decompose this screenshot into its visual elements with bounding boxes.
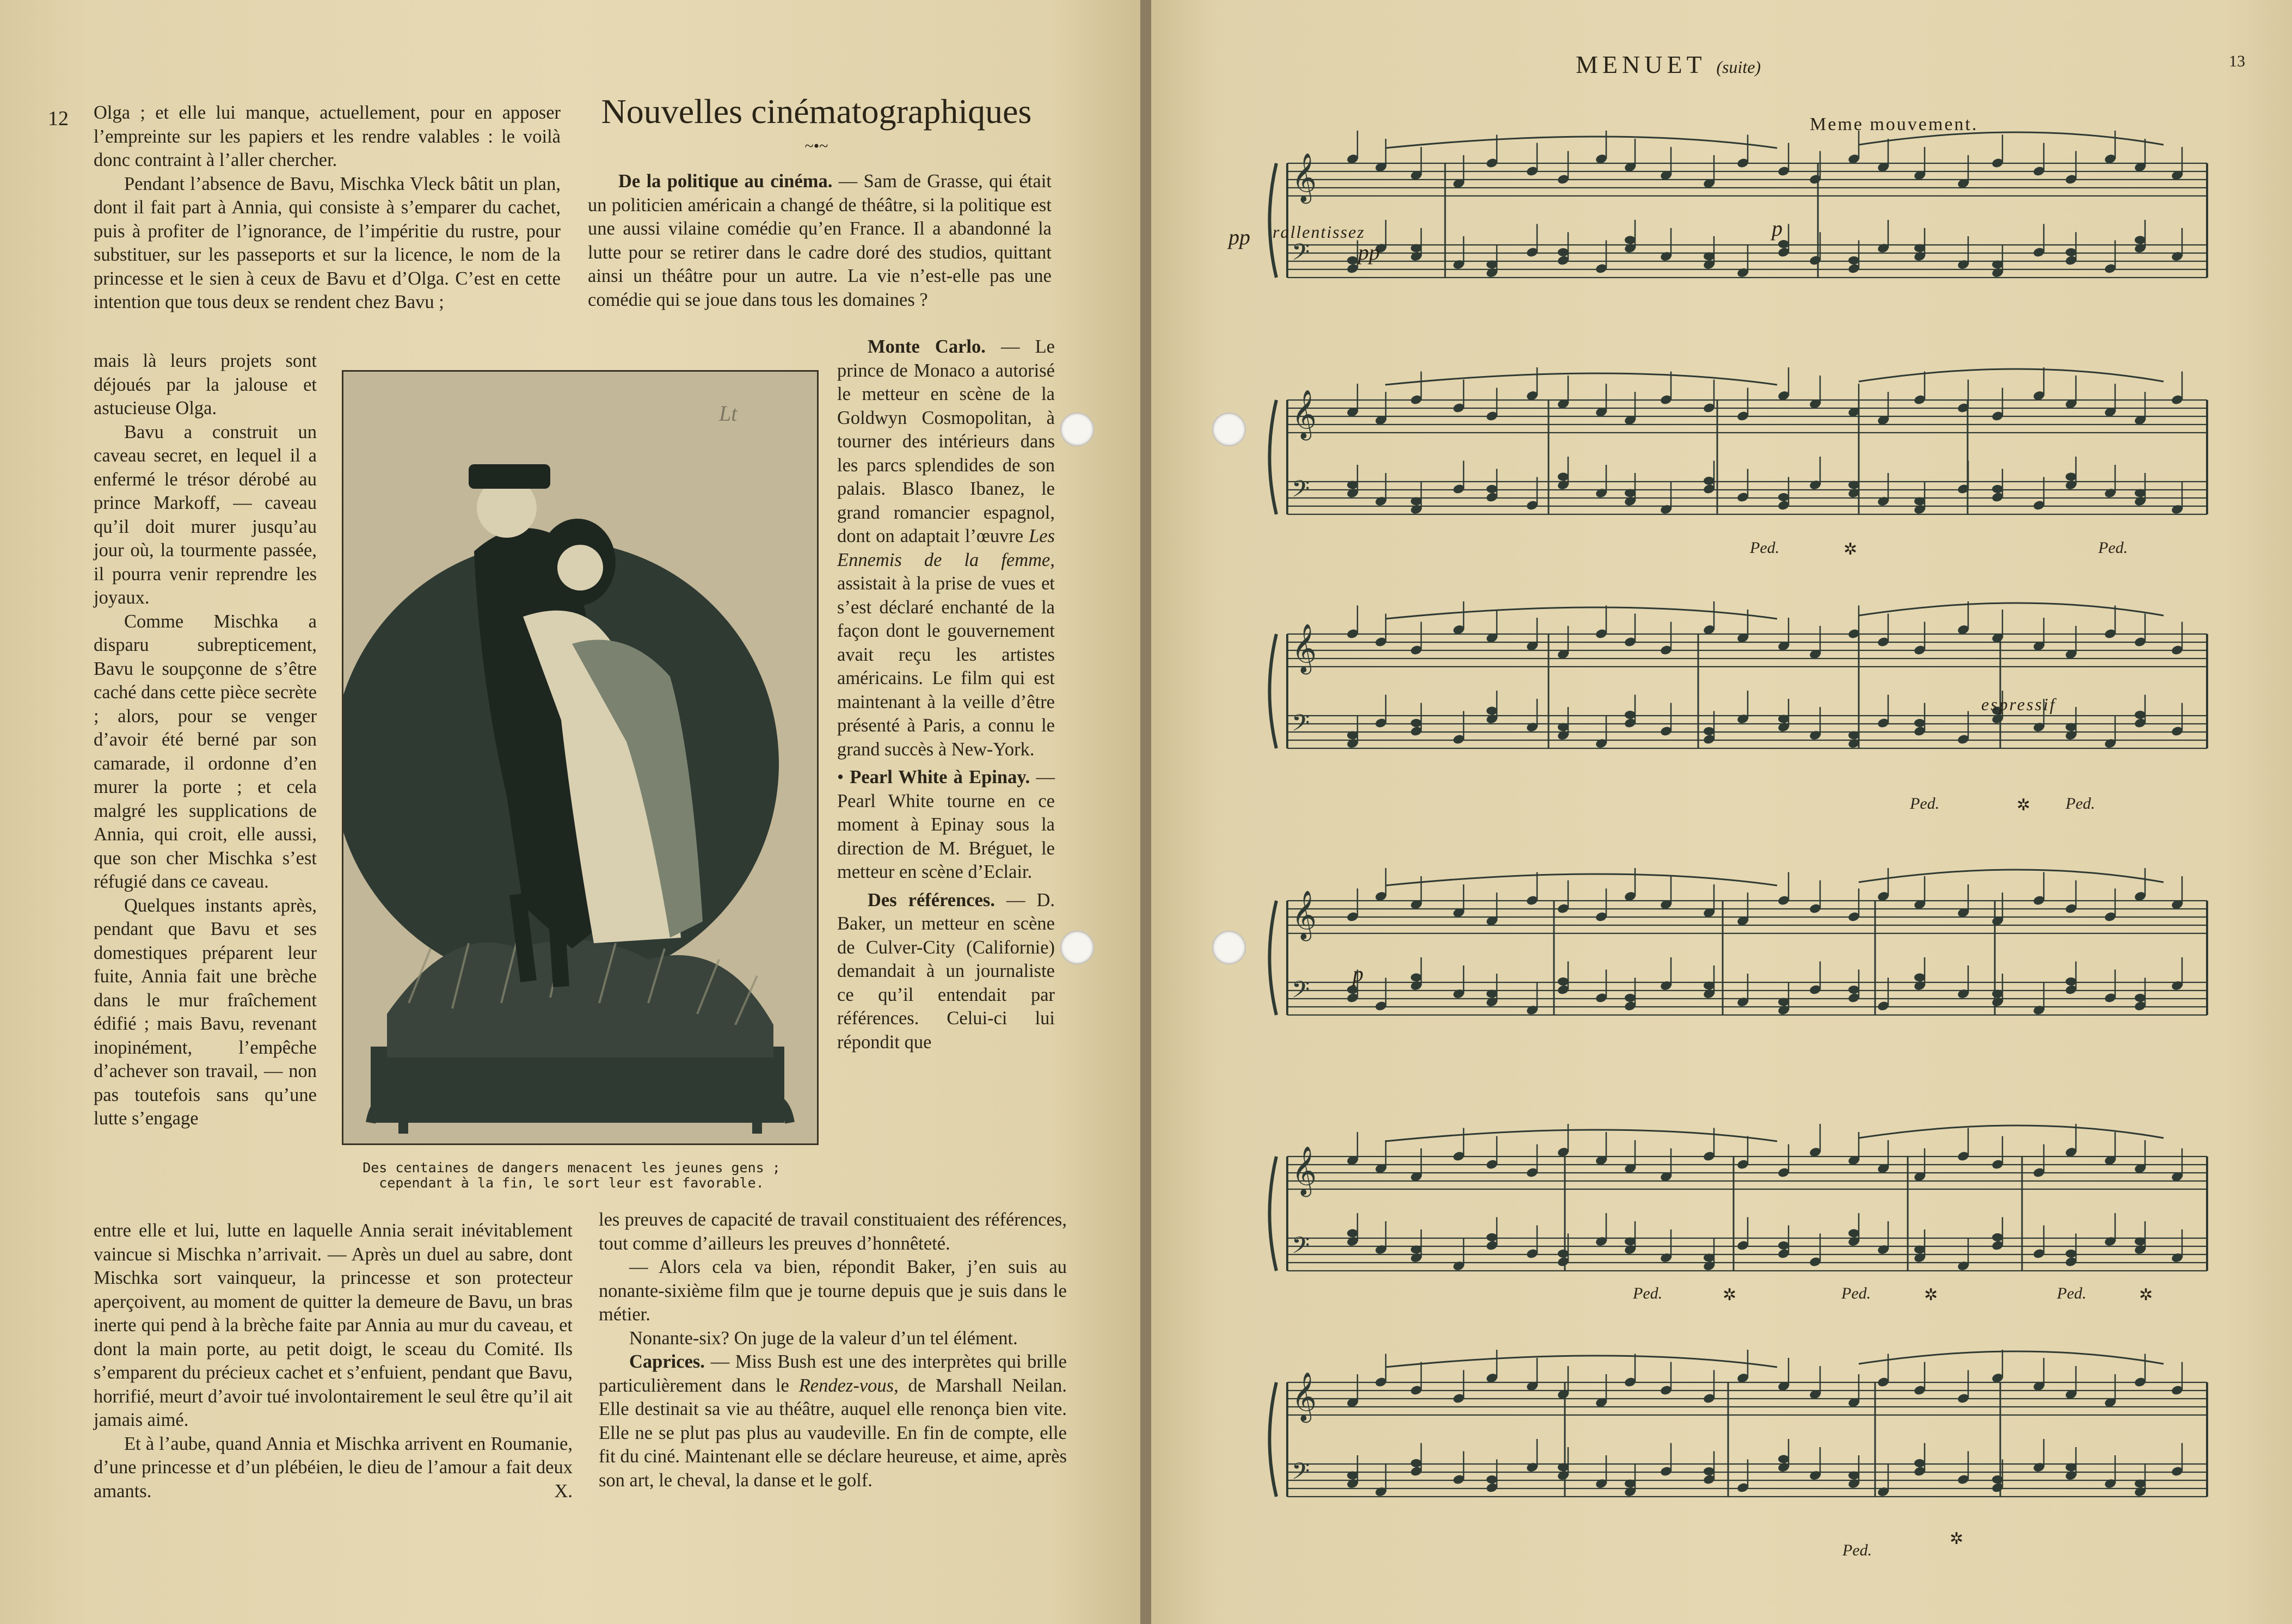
chord-note-head (1625, 236, 1636, 244)
page-number-right: 13 (2229, 52, 2245, 70)
story-paragraph: Comme Mischka a disparu subrepticement, Bavu le soupçonne de s’être caché dans cette pièce secrète ; alors, pour se venger d’avoir été berné par son camarade, il ordonne d’en murer la porte ; et cela malgré les supplications de Annia, qui croit, elle aussi, que son cher Mischka s’est réfugié dans ce caveau. (94, 611, 317, 892)
bass-clef-icon: 𝄢 (1292, 1232, 1310, 1265)
news-text: — D. Baker, un metteur en scène de Culver-City (Californie) demandait à un journaliste ce qu’il entendait par références. Celui-ci lui répondit que (837, 889, 1055, 1053)
news-item-references (837, 889, 1055, 1055)
chord-note-head (2135, 236, 2146, 244)
system-brace (1270, 634, 1277, 748)
chord-note-head (1625, 1238, 1636, 1246)
chord-note-head (1992, 990, 2003, 998)
pedal-mark: Ped. (1842, 1541, 1872, 1559)
news-heading: Caprices. (629, 1351, 705, 1372)
chord-note-head (1914, 497, 1925, 506)
film-title: Rendez-vous (798, 1375, 894, 1396)
news-column-narrow (837, 335, 1055, 1054)
chord-note-head (1558, 248, 1569, 256)
news-text: les preuves de capacité de travail constituaient des références, tout comme d’ailleurs les preuves d’honnêteté. (599, 1209, 1067, 1254)
system-brace (1270, 163, 1277, 278)
chord-note-head (1848, 256, 1859, 264)
pedal-mark: Ped. (1633, 1284, 1663, 1302)
slur (1859, 369, 2164, 382)
couple-illustration (343, 372, 817, 1143)
pedal-release-icon: ✲ (2139, 1286, 2153, 1304)
chord-note-head (1778, 1455, 1789, 1463)
treble-clef-icon: 𝄞 (1292, 1372, 1317, 1421)
story-paragraph: entre elle et lui, lutte en laquelle Annia serait inévitablement vaincue si Mischka n’arrivait. — Après un duel au sabre, dont Mischka sort vainqueur, la princesse et son protecteur aperçoivent, au moment de quitter la demeure de Bavu, un bras inerte qui pend à la brèche faite par Annia au mur du caveau, et dont la main porte, au petit doigt, le sceau du Comité. Ils s’emparent du précieux cachet et s’enfuient, pendant que Bavu, horrifié, meurt d’avoir tué involontairement le seul être qu’il ait jamais aimé. (94, 1220, 573, 1430)
chord-note-head (1992, 485, 2003, 493)
chord-note-head (1558, 473, 1569, 481)
treble-clef-icon: 𝄞 (1292, 153, 1317, 202)
bass-clef-icon: 𝄢 (1292, 976, 1310, 1009)
tempo-marking: Meme mouvement. (1810, 114, 1978, 134)
chord-note-head (1625, 994, 1636, 1002)
title-suffix: (suite) (1716, 57, 1761, 77)
chord-note-head (2135, 1238, 2146, 1246)
chord-note-head (1992, 1475, 2003, 1484)
book-gutter (1140, 0, 1151, 1624)
news-heading: Des références. (868, 889, 995, 911)
slur (1859, 603, 2164, 616)
chord-note-head (1411, 719, 1422, 727)
film-title: Les Ennemis de la femme (837, 526, 1055, 570)
chord-note-head (2135, 711, 2146, 719)
film-still-illustration (342, 370, 819, 1145)
dynamic-p: p (1772, 216, 1783, 241)
chord-note-head (2135, 1480, 2146, 1488)
music-score (1151, 0, 2292, 1624)
chord-note-head (1848, 1472, 1859, 1480)
treble-clef-icon: 𝄞 (1292, 890, 1317, 939)
pedal-release-icon: ✲ (1950, 1530, 1964, 1548)
news-text: — Alors cela va bien, répondit Baker, j’en suis au nonante-sixième film que je tourne depuis que je suis dans le métier. (599, 1257, 1067, 1325)
chord-note-head (1558, 1250, 1569, 1258)
news-text: — Pearl White tourne en ce moment à Epinay sous la direction de M. Bréguet, le metteur en scène d’Eclair. (837, 767, 1055, 882)
chord-note-head (1704, 1254, 1715, 1262)
chord-note-head (1914, 244, 1925, 253)
news-headline: Nouvelles cinématographiques (601, 92, 1032, 131)
left-page (0, 0, 1140, 1624)
news-column-bottom (599, 1208, 1067, 1492)
news-text: — Le prince de Monaco a autorisé le metteur en scène de la Goldwyn Cosmopolitan, à tourner des intérieurs dans les parcs splendides de son palais. Blasco Ibanez, le grand romancier espagnol, dont on adaptait l’œuvre (837, 336, 1055, 546)
slur (1859, 1351, 2164, 1364)
binding-hole (1060, 931, 1094, 964)
slur (1385, 137, 1777, 148)
chord-note-head (1347, 731, 1358, 740)
chord-note-head (1848, 481, 1859, 489)
chord-note-head (1778, 240, 1789, 248)
chord-note-head (1486, 990, 1497, 998)
chord-note-head (1411, 1246, 1422, 1254)
svg-text:Lt: Lt (719, 401, 738, 426)
chord-note-head (1848, 731, 1859, 740)
chord-note-head (1914, 719, 1925, 727)
chord-note-head (2066, 723, 2076, 731)
news-text: Nonante-six? On juge de la valeur d’un tel élément. (629, 1327, 1018, 1349)
title-text: MENUET (1576, 51, 1706, 78)
chord-note-head (1347, 256, 1358, 264)
news-text: , assistait à la prise de vues et s’est déclaré enchanté de la façon dont le gouvernement avait reçu les artistes américains. Le film qui est maintenant à la veille d’être présenté à Paris, a connu le grand succès à New-York. (837, 549, 1055, 760)
chord-note-head (1347, 986, 1358, 994)
chord-note-head (1625, 711, 1636, 719)
news-column-top (588, 170, 1052, 312)
chord-note-head (1625, 1480, 1636, 1488)
chord-note-head (1411, 974, 1422, 982)
chord-note-head (1411, 497, 1422, 506)
pedal-mark: Ped. (2066, 795, 2096, 813)
chord-note-head (2135, 994, 2146, 1002)
chord-note-head (1778, 998, 1789, 1006)
treble-clef-icon: 𝄞 (1292, 390, 1317, 439)
chord-note-head (1347, 1229, 1358, 1238)
bass-clef-icon: 𝄢 (1292, 710, 1310, 742)
chord-note-head (2066, 1250, 2076, 1258)
chord-note-head (2066, 977, 2076, 986)
right-page (1151, 0, 2292, 1624)
pedal-mark: Ped. (1841, 1284, 1871, 1302)
signature: X. (554, 1480, 573, 1502)
slur (1385, 373, 1777, 385)
system-brace (1270, 1157, 1277, 1271)
expression-rallentissez: rallentissez (1273, 222, 1365, 242)
chord-note-head (1347, 481, 1358, 489)
chord-note-head (1914, 1246, 1925, 1254)
treble-clef-icon: 𝄞 (1292, 624, 1317, 673)
chord-note-head (1558, 1463, 1569, 1472)
chord-note-head (1848, 986, 1859, 994)
chord-note-head (1625, 489, 1636, 497)
news-item-pearl-white: • Pearl White à Epinay. — Pearl White tourne en ce moment à Epinay sous la direction de M. Bréguet, le metteur en scène d’Eclair. (837, 767, 1055, 882)
news-heading: De la politique au cinéma. (618, 171, 833, 192)
slur (1859, 1125, 2164, 1138)
page-number-left: 12 (48, 107, 69, 130)
pedal-release-icon: ✲ (1723, 1286, 1737, 1304)
chord-note-head (1411, 244, 1422, 253)
chord-note-head (1992, 1233, 2003, 1241)
system-brace (1270, 400, 1277, 514)
news-text: , de Marshall Neilan. Elle destinait sa vie au théâtre, auquel elle renonça bien vite. Elle ne se plut pas plus au vaudeville. En fin de compte, elle fit du ciné. Maintenant elle se déclare heureuse, et aime, après son art, le cheval, la danse et le golf. (599, 1375, 1067, 1491)
news-item-caprices (599, 1350, 1067, 1492)
headline-ornament: ~•~ (804, 137, 828, 155)
system-brace (1270, 901, 1277, 1015)
expression-espressif: espressif (1981, 694, 2056, 714)
chord-note-head (1704, 253, 1715, 261)
story-paragraph: Olga ; et elle lui manque, actuellement, pour en apposer l’empreinte sur les papiers et les rendre valables : le voilà donc contraint à l’aller chercher. (94, 102, 561, 170)
slur (1859, 870, 2164, 882)
chord-note-head (1558, 723, 1569, 731)
news-heading: Pearl White à Epinay. (850, 767, 1030, 788)
chord-note-head (1486, 1233, 1497, 1241)
story-paragraph: Pendant l’absence de Bavu, Mischka Vleck bâtit un plan, dont il fait part à Annia, qui consiste à s’emparer du cachet, puis à profiter de l’ignorance, de l’impéritie du rustre, pour substituer, sur les passeports et sur la licence, le nom de la princesse et le sien à ceux de Bavu et d’Olga. C’est en cette intention que tous deux se rendent chez Bavu ; (94, 173, 561, 312)
news-text: — Miss Bush est une des interprètes qui brille particulièrement dans le (599, 1351, 1067, 1396)
dynamic-p: p (1353, 962, 1363, 986)
story-final-text: Et à l’aube, quand Annia et Mischka arrivent en Roumanie, d’une princesse et d’un plébéien, le dieu de l’amour a fait deux amants. (94, 1433, 573, 1502)
chord-note-head (2135, 489, 2146, 497)
pedal-mark: Ped. (2098, 539, 2128, 557)
story-column-bottom (94, 1219, 573, 1503)
chord-note-head (1914, 974, 1925, 982)
pedal-mark: Ped. (1750, 539, 1780, 557)
dynamic-pp: pp (1358, 240, 1380, 264)
chord-note-head (1914, 1459, 1925, 1467)
chord-note-head (1778, 715, 1789, 723)
slur (1385, 607, 1777, 619)
bass-clef-icon: 𝄢 (1292, 1458, 1310, 1491)
pedal-release-icon: ✲ (1844, 540, 1858, 558)
chord-note-head (2066, 248, 2076, 256)
chord-note-head (1778, 493, 1789, 501)
news-item-politique (588, 170, 1052, 312)
chord-note-head (1704, 477, 1715, 485)
pedal-release-icon: ✲ (2017, 796, 2031, 814)
news-item-monte-carlo (837, 335, 1055, 761)
illustration-caption-line1: Des centaines de dangers menacent les jeunes gens ; (362, 1160, 781, 1176)
chord-note-head (1992, 261, 2003, 269)
pedal-release-icon: ✲ (1924, 1286, 1938, 1304)
slur (1385, 1356, 1777, 1367)
chord-note-head (1704, 727, 1715, 735)
story-paragraph: Quelques instants après, pendant que Bavu et ses domestiques préparent leur fuite, Annia fait une brèche dans le mur fraîchement édifié ; mais Bavu, revenant inopinément, l’empêche d’achever son travail, — non pas toutefois sans qu’une lutte s’engage (94, 895, 317, 1129)
bass-clef-icon: 𝄢 (1292, 239, 1310, 272)
news-text: — Sam de Grasse, qui était un politicien américain a changé de théâtre, si la politique est une aussi vilaine comédie qu’en France. Il a abandonné la lutte pour se retirer dans le cadre doré des studios, quittant ainsi un théâtre pour un autre. La vie n’est-elle pas une comédie qui se joue dans tous les domaines ? (588, 171, 1052, 310)
story-column-top (94, 101, 561, 315)
slur (1859, 132, 2164, 145)
chord-note-head (1704, 1467, 1715, 1475)
slur (1385, 1130, 1777, 1141)
bass-clef-icon: 𝄢 (1292, 476, 1310, 508)
story-column-narrow (94, 349, 317, 1131)
story-paragraph: mais là leurs projets sont déjoués par la jalouse et astucieuse Olga. (94, 350, 317, 419)
treble-clef-icon: 𝄞 (1292, 1146, 1317, 1195)
illustration-caption-line2: cependant à la fin, le sort leur est favorable. (379, 1175, 764, 1191)
chord-note-head (2066, 1463, 2076, 1472)
slur (1385, 874, 1777, 885)
chord-note-head (1486, 485, 1497, 493)
story-paragraph (94, 1432, 573, 1504)
chord-note-head (1486, 707, 1497, 715)
chord-note-head (1778, 1241, 1789, 1250)
chord-note-head (1486, 261, 1497, 269)
system-brace (1270, 1382, 1277, 1497)
pedal-mark: Ped. (1910, 795, 1940, 813)
chord-note-head (1486, 1475, 1497, 1484)
dynamic-pp: pp (1228, 225, 1250, 249)
chord-note-head (1347, 1472, 1358, 1480)
story-paragraph: Bavu a construit un caveau secret, en lequel il a enfermé le trésor dérobé au prince Markoff, — caveau qu’il doit murer jusqu’au jour où, la tourmente passée, il pourra venir reprendre les joyaux. (94, 421, 317, 608)
news-heading: Monte Carlo. (868, 336, 986, 357)
binding-hole (1060, 413, 1094, 446)
chord-note-head (1411, 1459, 1422, 1467)
chord-note-head (1848, 1229, 1859, 1238)
chord-note-head (2066, 473, 2076, 481)
pedal-mark: Ped. (2057, 1284, 2087, 1302)
chord-note-head (1558, 977, 1569, 986)
chord-note-head (1704, 982, 1715, 990)
